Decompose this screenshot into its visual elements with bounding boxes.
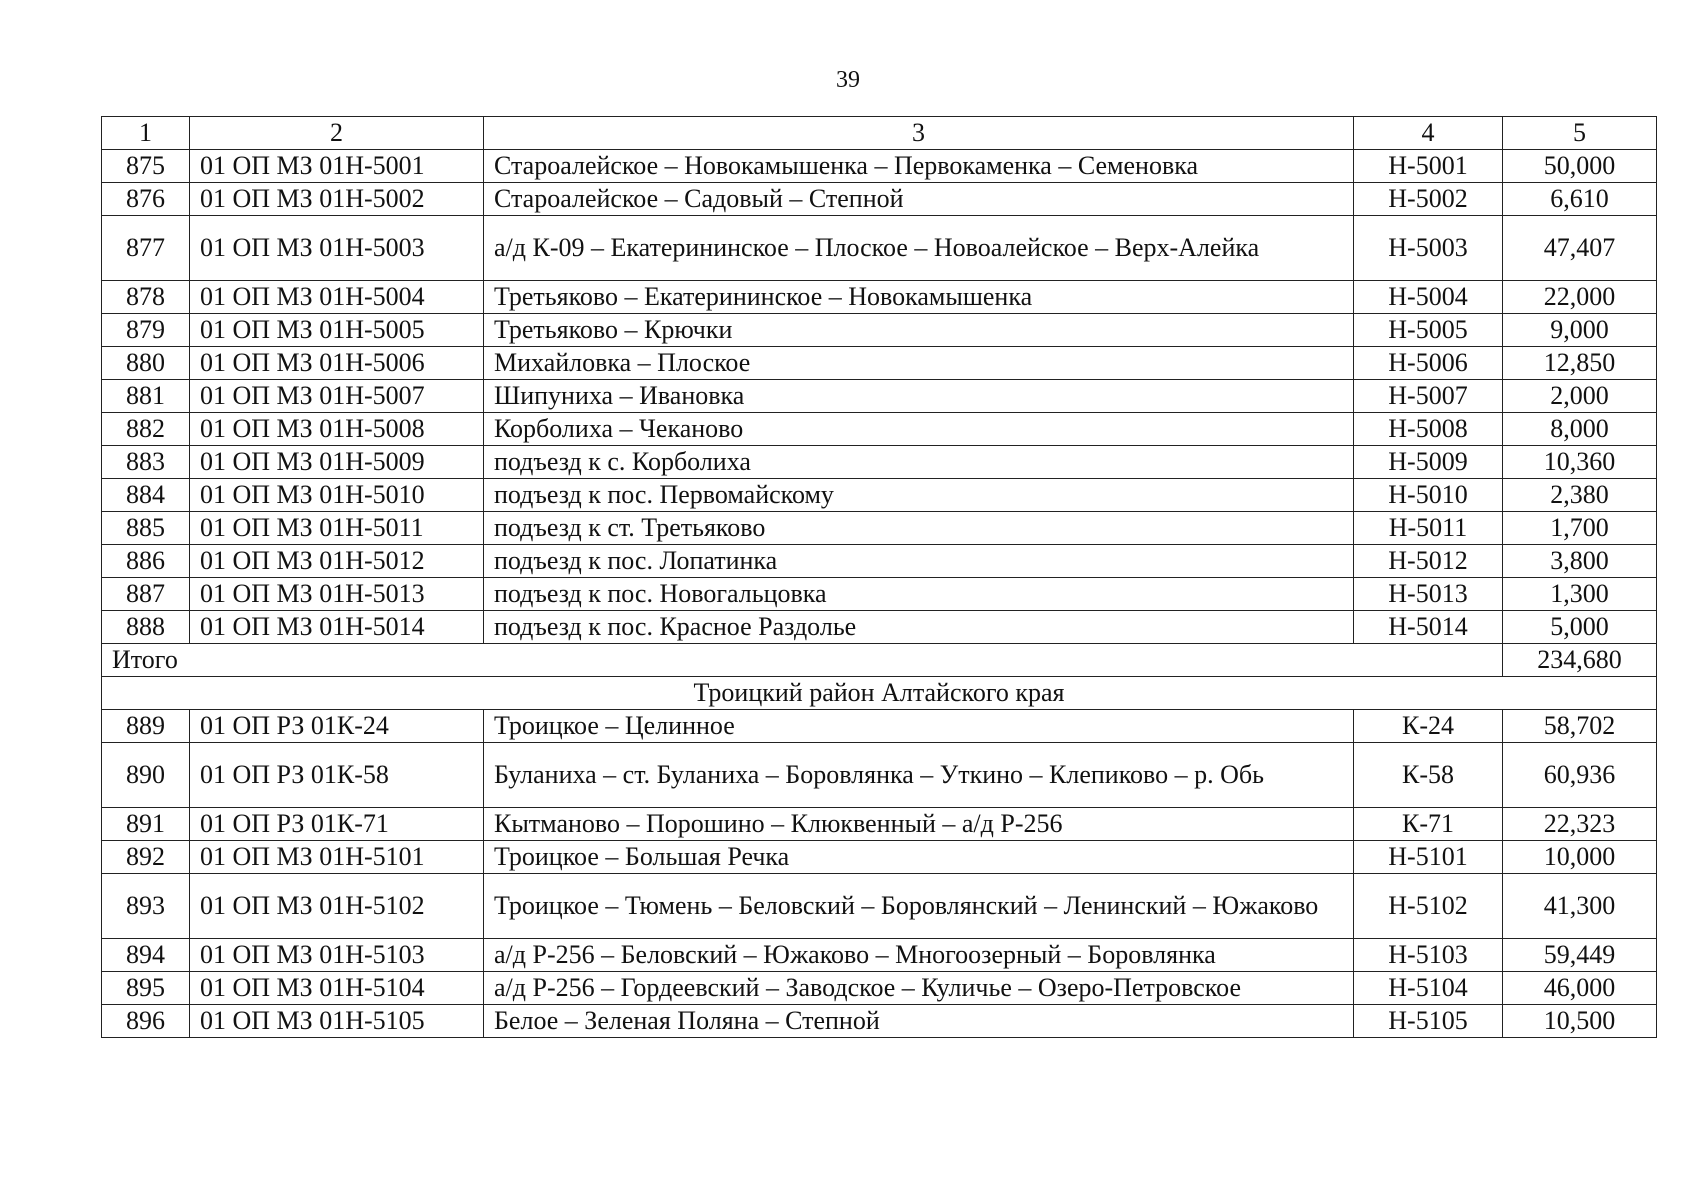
road-name-cell: Троицкое – Тюмень – Беловский – Боровлянский – Ленинский – Южаково: [484, 874, 1354, 939]
road-length-cell: 6,610: [1503, 183, 1657, 216]
road-code-cell: 01 ОП МЗ 01Н-5004: [190, 281, 484, 314]
road-length-cell: 5,000: [1503, 611, 1657, 644]
row-number-cell: 883: [102, 446, 190, 479]
road-length-cell: 12,850: [1503, 347, 1657, 380]
table-row: [102, 841, 1657, 874]
table-row: [102, 281, 1657, 314]
row-number-cell: 894: [102, 939, 190, 972]
road-index-cell: Н-5003: [1354, 216, 1503, 281]
table-row: [102, 413, 1657, 446]
road-index-cell: Н-5014: [1354, 611, 1503, 644]
table-row: [102, 479, 1657, 512]
road-length-cell: 2,380: [1503, 479, 1657, 512]
road-name-cell: подъезд к пос. Первомайскому: [484, 479, 1354, 512]
row-number-cell: 896: [102, 1005, 190, 1038]
road-code-cell: 01 ОП МЗ 01Н-5003: [190, 216, 484, 281]
road-index-cell: Н-5012: [1354, 545, 1503, 578]
road-index-cell: К-58: [1354, 743, 1503, 808]
road-index-cell: Н-5008: [1354, 413, 1503, 446]
district-title: Троицкий район Алтайского края: [102, 677, 1657, 710]
road-code-cell: 01 ОП МЗ 01Н-5007: [190, 380, 484, 413]
table-row: [102, 512, 1657, 545]
road-index-cell: Н-5011: [1354, 512, 1503, 545]
road-code-cell: 01 ОП МЗ 01Н-5014: [190, 611, 484, 644]
road-code-cell: 01 ОП МЗ 01Н-5013: [190, 578, 484, 611]
row-number-cell: 882: [102, 413, 190, 446]
road-code-cell: 01 ОП МЗ 01Н-5102: [190, 874, 484, 939]
table-row: [102, 939, 1657, 972]
row-number-cell: 893: [102, 874, 190, 939]
row-number-cell: 881: [102, 380, 190, 413]
table-row: [102, 380, 1657, 413]
road-code-cell: 01 ОП МЗ 01Н-5103: [190, 939, 484, 972]
road-name-cell: Кытманово – Порошино – Клюквенный – а/д Р-256: [484, 808, 1354, 841]
road-index-cell: Н-5009: [1354, 446, 1503, 479]
road-length-cell: 58,702: [1503, 710, 1657, 743]
row-number-cell: 895: [102, 972, 190, 1005]
road-name-cell: Корболиха – Чеканово: [484, 413, 1354, 446]
row-number-cell: 877: [102, 216, 190, 281]
table-row: [102, 314, 1657, 347]
column-header-2: 2: [190, 117, 484, 150]
road-code-cell: 01 ОП МЗ 01Н-5005: [190, 314, 484, 347]
road-index-cell: Н-5010: [1354, 479, 1503, 512]
road-index-cell: Н-5013: [1354, 578, 1503, 611]
road-length-cell: 41,300: [1503, 874, 1657, 939]
road-length-cell: 50,000: [1503, 150, 1657, 183]
road-length-cell: 46,000: [1503, 972, 1657, 1005]
row-number-cell: 891: [102, 808, 190, 841]
road-length-cell: 22,323: [1503, 808, 1657, 841]
road-index-cell: К-24: [1354, 710, 1503, 743]
road-length-cell: 1,300: [1503, 578, 1657, 611]
road-code-cell: 01 ОП МЗ 01Н-5012: [190, 545, 484, 578]
road-index-cell: К-71: [1354, 808, 1503, 841]
table-row: [102, 545, 1657, 578]
road-length-cell: 59,449: [1503, 939, 1657, 972]
road-name-cell: Третьяково – Крючки: [484, 314, 1354, 347]
road-name-cell: Троицкое – Большая Речка: [484, 841, 1354, 874]
road-name-cell: подъезд к ст. Третьяково: [484, 512, 1354, 545]
road-index-cell: Н-5103: [1354, 939, 1503, 972]
road-code-cell: 01 ОП МЗ 01Н-5105: [190, 1005, 484, 1038]
road-index-cell: Н-5006: [1354, 347, 1503, 380]
road-name-cell: подъезд к пос. Красное Раздолье: [484, 611, 1354, 644]
road-index-cell: Н-5101: [1354, 841, 1503, 874]
road-code-cell: 01 ОП МЗ 01Н-5010: [190, 479, 484, 512]
road-index-cell: Н-5105: [1354, 1005, 1503, 1038]
road-index-cell: Н-5104: [1354, 972, 1503, 1005]
table-row: [102, 743, 1657, 808]
row-number-cell: 888: [102, 611, 190, 644]
table-row: [102, 1005, 1657, 1038]
column-header-5: 5: [1503, 117, 1657, 150]
table-row: [102, 710, 1657, 743]
road-name-cell: Шипуниха – Ивановка: [484, 380, 1354, 413]
table-row: [102, 446, 1657, 479]
row-number-cell: 892: [102, 841, 190, 874]
road-index-cell: Н-5001: [1354, 150, 1503, 183]
column-header-4: 4: [1354, 117, 1503, 150]
road-length-cell: 3,800: [1503, 545, 1657, 578]
row-number-cell: 885: [102, 512, 190, 545]
road-length-cell: 47,407: [1503, 216, 1657, 281]
row-number-cell: 876: [102, 183, 190, 216]
road-code-cell: 01 ОП РЗ 01К-58: [190, 743, 484, 808]
table-row: [102, 874, 1657, 939]
road-name-cell: а/д К-09 – Екатерининское – Плоское – Новоалейское – Верх-Алейка: [484, 216, 1354, 281]
table-header-row: [102, 117, 1657, 150]
road-code-cell: 01 ОП РЗ 01К-71: [190, 808, 484, 841]
road-length-cell: 2,000: [1503, 380, 1657, 413]
road-name-cell: Староалейское – Новокамышенка – Первокаменка – Семеновка: [484, 150, 1354, 183]
road-name-cell: Белое – Зеленая Поляна – Степной: [484, 1005, 1354, 1038]
road-code-cell: 01 ОП МЗ 01Н-5009: [190, 446, 484, 479]
road-length-cell: 10,500: [1503, 1005, 1657, 1038]
road-length-cell: 9,000: [1503, 314, 1657, 347]
row-number-cell: 886: [102, 545, 190, 578]
total-row: [102, 644, 1657, 677]
table-row: [102, 578, 1657, 611]
road-length-cell: 10,360: [1503, 446, 1657, 479]
road-code-cell: 01 ОП МЗ 01Н-5002: [190, 183, 484, 216]
road-name-cell: Михайловка – Плоское: [484, 347, 1354, 380]
road-name-cell: Буланиха – ст. Буланиха – Боровлянка – Уткино – Клепиково – р. Обь: [484, 743, 1354, 808]
total-value: 234,680: [1503, 644, 1657, 677]
district-header-row: [102, 677, 1657, 710]
roads-registry-table: [101, 116, 1657, 1038]
road-length-cell: 10,000: [1503, 841, 1657, 874]
road-index-cell: Н-5004: [1354, 281, 1503, 314]
road-code-cell: 01 ОП МЗ 01Н-5104: [190, 972, 484, 1005]
road-length-cell: 60,936: [1503, 743, 1657, 808]
table-row: [102, 150, 1657, 183]
road-length-cell: 8,000: [1503, 413, 1657, 446]
table-row: [102, 972, 1657, 1005]
row-number-cell: 890: [102, 743, 190, 808]
table-row: [102, 216, 1657, 281]
table-row: [102, 808, 1657, 841]
row-number-cell: 880: [102, 347, 190, 380]
road-length-cell: 1,700: [1503, 512, 1657, 545]
road-code-cell: 01 ОП МЗ 01Н-5011: [190, 512, 484, 545]
row-number-cell: 879: [102, 314, 190, 347]
row-number-cell: 884: [102, 479, 190, 512]
road-code-cell: 01 ОП МЗ 01Н-5006: [190, 347, 484, 380]
road-code-cell: 01 ОП РЗ 01К-24: [190, 710, 484, 743]
road-code-cell: 01 ОП МЗ 01Н-5101: [190, 841, 484, 874]
road-index-cell: Н-5002: [1354, 183, 1503, 216]
row-number-cell: 887: [102, 578, 190, 611]
road-name-cell: подъезд к пос. Новогальцовка: [484, 578, 1354, 611]
total-label: Итого: [102, 644, 1503, 677]
road-name-cell: подъезд к пос. Лопатинка: [484, 545, 1354, 578]
column-header-1: 1: [102, 117, 190, 150]
road-name-cell: а/д Р-256 – Беловский – Южаково – Многоозерный – Боровлянка: [484, 939, 1354, 972]
road-name-cell: Троицкое – Целинное: [484, 710, 1354, 743]
table-row: [102, 183, 1657, 216]
row-number-cell: 889: [102, 710, 190, 743]
road-code-cell: 01 ОП МЗ 01Н-5008: [190, 413, 484, 446]
road-name-cell: Староалейское – Садовый – Степной: [484, 183, 1354, 216]
table-row: [102, 611, 1657, 644]
row-number-cell: 875: [102, 150, 190, 183]
road-index-cell: Н-5007: [1354, 380, 1503, 413]
road-index-cell: Н-5102: [1354, 874, 1503, 939]
table-row: [102, 347, 1657, 380]
road-name-cell: Третьяково – Екатерининское – Новокамышенка: [484, 281, 1354, 314]
road-length-cell: 22,000: [1503, 281, 1657, 314]
road-name-cell: а/д Р-256 – Гордеевский – Заводское – Куличье – Озеро-Петровское: [484, 972, 1354, 1005]
road-index-cell: Н-5005: [1354, 314, 1503, 347]
road-name-cell: подъезд к с. Корболиха: [484, 446, 1354, 479]
column-header-3: 3: [484, 117, 1354, 150]
row-number-cell: 878: [102, 281, 190, 314]
page-number: 39: [836, 67, 860, 93]
road-code-cell: 01 ОП МЗ 01Н-5001: [190, 150, 484, 183]
